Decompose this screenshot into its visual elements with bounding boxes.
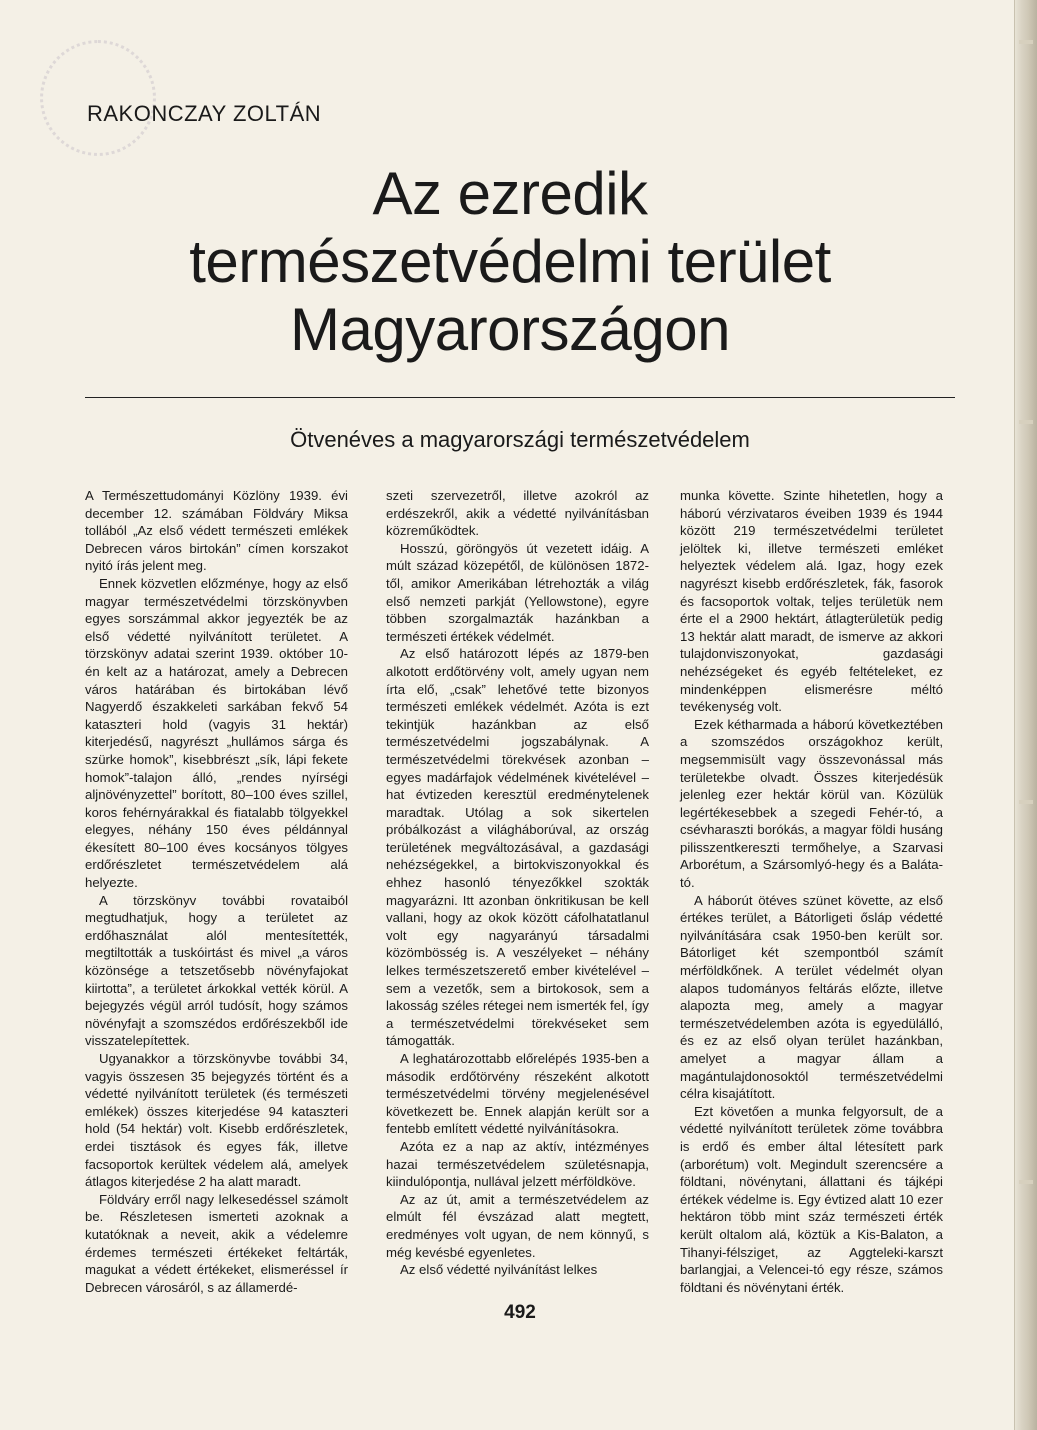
text-column-2 [386, 487, 649, 1279]
title-divider [85, 397, 955, 398]
spine-mark [1019, 40, 1033, 44]
text-column-3 [680, 487, 943, 1296]
paragraph: A háborút ötéves szünet követte, az első értékes terület, a Bátorligeti ősláp védetté nyilvánítására csak 1950-ben került sor. Bátorliget két szempontból számít mérföldkőnek. A terület védelmét olyan alapos tudományos feltárás előzte, illetve alapozta meg, amely a magyar természetvédelemben azóta is egyedülálló, és ez az első olyan terület hazánkban, amelyet a magyar állam a magántulajdonosoktól természetvédelmi célra kisajátított. [680, 892, 943, 1102]
paragraph: Hosszú, göröngyös út vezetett idáig. A múlt század közepétől, de különösen 1872-től, amikor Amerikában létrehozták a világ első nemzeti parkját (Yellowstone), egyre többen szorgalmazták hazánkban a természeti értékek védelmét. [386, 540, 649, 644]
spine-mark [1019, 1180, 1033, 1184]
paragraph: A törzskönyv további rovataiból megtudhatjuk, hogy a területet az erdőhasználat alól mentesítették, megtiltották a tuskóirtást és mivel „a város közönsége a tetszetősebb növényfajokat kiirtotta”, a területet árkokkal vették körül. A bejegyzés végül arról tudósít, hogy számos növényfajt a szomszédos erdőrészekből ide visszatelepítettek. [85, 892, 348, 1049]
paragraph: munka követte. Szinte hihetetlen, hogy a háború vérzivataros éveiben 1939 és 1944 között 219 természetvédelmi területet jelöltek ki, illetve természeti emléket helyeztek védelem alá. Igaz, hogy ezek nagyrészt kisebb erdőrészletek, fák, fasorok és facsoportok voltak, teljes területük nem érte el a 2900 hektárt, átlagterületük pedig 13 hektár alatt maradt, de ismerve az akkori tulajdonviszonyokat, gazdasági nehézségeket és egyéb feltételeket, ez mindenképpen elismerésre méltó tevékenység volt. [680, 488, 943, 715]
article-subtitle: Ötvenéves a magyarországi természetvédelem [290, 427, 750, 452]
author-name: RAKONCZAY ZOLTÁN [87, 101, 322, 126]
article-title [60, 160, 960, 364]
title-line-2: természetvédelmi terület [189, 228, 831, 295]
page-spine [1014, 0, 1037, 1430]
paragraph: Ezek kétharmada a háború következtében a szomszédos országokhoz került, megsemmisült vagy összevonással más területekbe olvadt. Összes kiterjedésük jelenleg ezer hektár körül van. Közülük legértékesebbek a szegedi Fehér-tó, a csévharaszti borókás, a magyar földi husáng pilisszentkereszti termőhelye, a Szarvasi Arborétum, a Szársomlyó-hegy és a Baláta-tó. [680, 716, 943, 891]
title-line-1: Az ezredik [372, 160, 648, 227]
paragraph: A Természettudományi Közlöny 1939. évi december 12. számában Földváry Miksa tollából „Az első védett természeti emlékek Debrecen város birtokán” címen korszakot nyitó írás jelent meg. [85, 488, 348, 574]
paragraph: Földváry erről nagy lelkesedéssel számolt be. Részletesen ismerteti azoknak a kutatóknak a neveit, akik a védelemre érdemes természeti értékeket feltárták, magukat a védett értékeket, elismeréssel ír Debrecen városáról, s az államerdé- [85, 1191, 348, 1295]
spine-mark [1019, 800, 1033, 804]
paragraph: Ugyanakkor a törzskönyvbe további 34, vagyis összesen 35 bejegyzés történt és a védetté nyilvánított területek (és természeti emlékek) összes kiterjedése 94 kataszteri hold (54 hektár) volt. Kisebb erdőrészletek, erdei tisztások és egyes fák, illetve facsoportok kerültek védelem alá, amelyek átlagos kiterjedése 2 ha alatt maradt. [85, 1051, 348, 1190]
paragraph: Ennek közvetlen előzménye, hogy az első magyar természetvédelmi törzskönyvben egyes sorszámmal akkor jegyezték be az első védetté nyilvánított területet. A törzskönyv adatai szerint 1939. október 10-én kelt az a határozat, amely a Debrecen város határában és birtokában lévő Nagyerdő északkeleti sarkában fekvő 54 kataszteri hold (vagyis 31 hektár) kiterjedésű, nagyrészt „hullámos sárga és szürke homok”, kisebbrészt „sík, lápi fekete homok”-talajon álló, „rendes nyírségi aljnövényzettel” borított, 80–100 éves szillel, koros fehérnyárakkal és fiatalabb tölgyekkel elegyes, néhány 150 éves példánnyal ékesített 80–100 éves kocsányos tölgyes erdőrészletet természetvédelem alá helyezte. [85, 575, 348, 891]
paragraph: Az első határozott lépés az 1879-ben alkotott erdőtörvény volt, amely ugyan nem írta elő, „csak” lehetővé tette bizonyos természeti emlékek védelmét. Azóta is ezt tekintjük hazánkban az első természetvédelmi jogszabálynak. A természetvédelmi törekvések azonban – egyes madárfajok védelmének kivételével – hat évtizeden keresztül eredménytelenek maradtak. Utólag a sok sikertelen próbálkozást a világháborúval, az ország területének megváltozásával, a gazdasági nehézségekkel, a birtokviszonyokkal és ehhez hasonló tényezőkkel szokták magyarázni. Itt azonban önkritikusan be kell vallani, hogy az okok között cáfolhatatlanul volt egy nagyarányú társadalmi közömbösség is. A veszélyeket – néhány lelkes természetszerető ember kivételével – sem a vezetők, sem a birtokosok, sem a lakosság széles rétegei nem ismerték fel, így a természetvédelmi törekvéseket sem támogatták. [386, 646, 649, 1049]
paragraph: Ezt követően a munka felgyorsult, de a védetté nyilvánított területek zöme továbbra is erdő és ember által létesített park (arborétum) volt. Megindult szerencsére a földtani, növénytani, állattani és tájképi értékek védelme is. Egy évtized alatt 10 ezer hektáron több mint száz természeti érték került oltalom alá, köztük a Kis-Balaton, a Tihanyi-félsziget, az Aggteleki-karszt barlangjai, a Velencei-tó egy része, számos földtani és növénytani érték. [680, 1103, 943, 1295]
paragraph: A leghatározottabb előrelépés 1935-ben a második erdőtörvény részeként alkotott természetvédelmi törvény megjelenésével következett be. Ennek alapján került sor a fentebb említett védetté nyilvánításokra. [386, 1051, 649, 1137]
library-stamp-mark [40, 40, 156, 156]
page-number: 492 [504, 1302, 536, 1323]
spine-mark [1019, 420, 1033, 424]
paragraph: Az az út, amit a természetvédelem az elmúlt fél évszázad alatt megtett, eredményes volt ugyan, de nem könnyű, s még kevésbé egyenletes. [386, 1191, 649, 1260]
paragraph: Azóta ez a nap az aktív, intézményes hazai természetvédelem születésnapja, kiindulópontja, nullával jelzett mérföldköve. [386, 1138, 649, 1190]
title-line-3: Magyarországon [290, 296, 730, 363]
text-column-1 [85, 487, 348, 1296]
paragraph: szeti szervezetről, illetve azokról az erdészekről, akik a védetté nyilvánításban közreműködtek. [386, 488, 649, 539]
paragraph: Az első védetté nyilvánítást lelkes [400, 1262, 598, 1278]
